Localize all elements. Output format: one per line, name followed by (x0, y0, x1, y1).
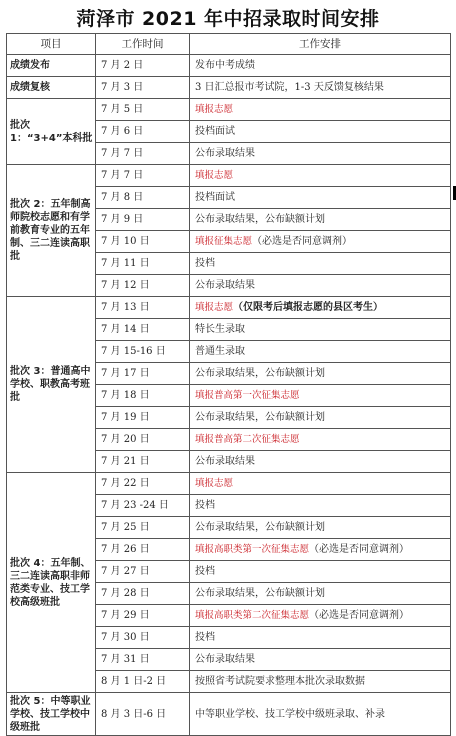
work-task (190, 627, 451, 649)
task-text: 特长生录取 (195, 324, 245, 335)
work-time: 7 月 28 日 (96, 583, 190, 605)
work-time: 7 月 3 日 (96, 77, 190, 99)
work-time: 7 月 17 日 (96, 363, 190, 385)
task-text: 投档面试 (195, 126, 235, 137)
highlight-text: 填报普高第一次征集志愿 (195, 390, 300, 401)
work-time: 7 月 5 日 (96, 99, 190, 121)
work-task (190, 253, 451, 275)
work-time: 8 月 3 日-6 日 (96, 693, 190, 736)
work-task (190, 121, 451, 143)
highlight-text: 填报志愿 (195, 302, 234, 313)
task-text: 公布录取结果 (195, 456, 255, 467)
task-text: （必选是否同意调剂） (252, 236, 353, 247)
work-time: 7 月 23 -24 日 (96, 495, 190, 517)
work-time: 7 月 22 日 (96, 473, 190, 495)
table-row (7, 99, 451, 121)
work-task (190, 165, 451, 187)
work-time: 7 月 27 日 (96, 561, 190, 583)
work-task (190, 143, 451, 165)
work-task (190, 495, 451, 517)
page-title: 菏泽市 2021 年中招录取时间安排 (76, 8, 380, 30)
work-time: 7 月 14 日 (96, 319, 190, 341)
work-task (190, 429, 451, 451)
work-task (190, 517, 451, 539)
work-task (190, 275, 451, 297)
work-task (190, 671, 451, 693)
work-task (190, 99, 451, 121)
task-text: 投档 (195, 500, 215, 511)
task-text: 公布录取结果，公布缺额计划 (195, 368, 325, 379)
batch-label: 批次 4：五年制、三二连读高职非师范类专业、技工学校高级班批 (7, 473, 96, 693)
work-time: 7 月 15-16 日 (96, 341, 190, 363)
work-task (190, 583, 451, 605)
task-text: 投档面试 (195, 192, 235, 203)
work-time: 7 月 2 日 (96, 55, 190, 77)
work-time: 7 月 7 日 (96, 165, 190, 187)
header-task: 工作安排 (190, 34, 451, 55)
task-text: 投档 (195, 632, 215, 643)
task-text: 公布录取结果，公布缺额计划 (195, 522, 325, 533)
task-text: 公布录取结果，公布缺额计划 (195, 588, 325, 599)
work-task (190, 55, 451, 77)
work-time: 7 月 6 日 (96, 121, 190, 143)
bold-note: （仅限考后填报志愿的县区考生） (233, 302, 384, 313)
work-task (190, 407, 451, 429)
task-text: 普通生录取 (195, 346, 245, 357)
task-text: 发布中考成绩 (195, 60, 255, 71)
work-time: 7 月 30 日 (96, 627, 190, 649)
work-time: 7 月 25 日 (96, 517, 190, 539)
work-time: 7 月 20 日 (96, 429, 190, 451)
task-text: 公布录取结果 (195, 280, 255, 291)
task-text: 投档 (195, 566, 215, 577)
work-task (190, 319, 451, 341)
work-task (190, 385, 451, 407)
work-time: 7 月 29 日 (96, 605, 190, 627)
task-text: （必选是否同意调剂） (309, 610, 410, 621)
work-task (190, 297, 451, 319)
work-time: 7 月 26 日 (96, 539, 190, 561)
work-time: 7 月 12 日 (96, 275, 190, 297)
work-time: 7 月 19 日 (96, 407, 190, 429)
work-task (190, 561, 451, 583)
work-task (190, 187, 451, 209)
task-text: 3 日汇总报市考试院，1-3 天反馈复核结果 (195, 82, 384, 93)
highlight-text: 填报志愿 (195, 170, 234, 181)
work-time: 7 月 13 日 (96, 297, 190, 319)
task-text: 投档 (195, 258, 215, 269)
table-row (7, 165, 451, 187)
work-time: 7 月 7 日 (96, 143, 190, 165)
task-text: 公布录取结果，公布缺额计划 (195, 214, 325, 225)
table-row (7, 297, 451, 319)
task-text: 中等职业学校、技工学校中级班录取、补录 (195, 708, 385, 720)
task-text: 按照省考试院要求整理本批次录取数据 (195, 676, 365, 687)
batch-label: 批次 2：五年制高师院校志愿和有学前教育专业的五年制、三二连读高职批 (7, 165, 96, 297)
work-time: 7 月 11 日 (96, 253, 190, 275)
work-task (190, 693, 451, 736)
task-text: 公布录取结果 (195, 654, 255, 665)
task-text: 公布录取结果，公布缺额计划 (195, 412, 325, 423)
batch-label: 成绩发布 (7, 55, 96, 77)
work-time: 7 月 31 日 (96, 649, 190, 671)
work-task (190, 231, 451, 253)
highlight-text: 填报志愿 (195, 478, 234, 489)
highlight-text: 填报高职类第二次征集志愿 (195, 610, 310, 621)
table-row (7, 77, 451, 99)
header-item: 项目 (7, 34, 96, 55)
header-time: 工作时间 (96, 34, 190, 55)
table-row (7, 55, 451, 77)
batch-label: 批次 5：中等职业学校、技工学校中级班批 (7, 693, 96, 736)
highlight-text: 填报普高第二次征集志愿 (195, 434, 300, 445)
work-task (190, 451, 451, 473)
schedule-table (6, 33, 451, 736)
task-text: 公布录取结果 (195, 148, 255, 159)
work-time: 7 月 18 日 (96, 385, 190, 407)
work-task (190, 473, 451, 495)
batch-label: 批次 1：“3+4”本科批 (7, 99, 96, 165)
work-task (190, 363, 451, 385)
highlight-text: 填报志愿 (195, 104, 234, 115)
work-task (190, 539, 451, 561)
table-header-row (7, 34, 451, 55)
task-text: （必选是否同意调剂） (309, 544, 410, 555)
work-time: 7 月 8 日 (96, 187, 190, 209)
work-task (190, 605, 451, 627)
table-row (7, 693, 451, 736)
work-time: 7 月 9 日 (96, 209, 190, 231)
table-row (7, 473, 451, 495)
work-time: 8 月 1 日-2 日 (96, 671, 190, 693)
highlight-text: 填报高职类第一次征集志愿 (195, 544, 310, 555)
batch-label: 批次 3：普通高中学校、职教高考班批 (7, 297, 96, 473)
work-task (190, 209, 451, 231)
highlight-text: 填报征集志愿 (195, 236, 253, 247)
work-time: 7 月 21 日 (96, 451, 190, 473)
work-task (190, 341, 451, 363)
work-time: 7 月 10 日 (96, 231, 190, 253)
work-task (190, 649, 451, 671)
work-task (190, 77, 451, 99)
batch-label: 成绩复核 (7, 77, 96, 99)
